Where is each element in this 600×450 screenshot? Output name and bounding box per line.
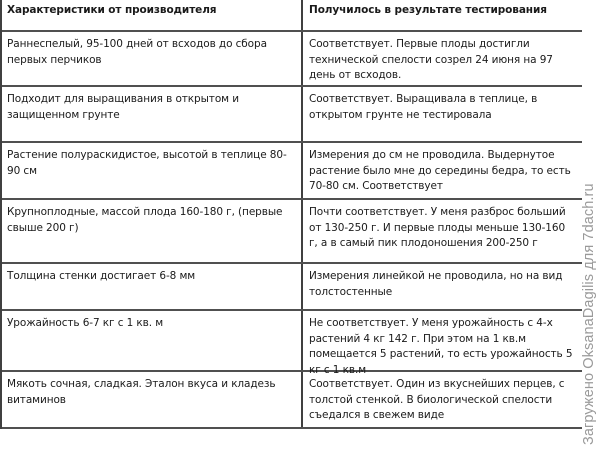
result-cell: Почти соответствует. У меня разброс больший от 130-250 г. И первые плоды меньше 130-160 г, а в самый пик плодоношения 200-250 г	[309, 206, 566, 249]
watermark: Загружено OksanaDagilis для 7dach.ru	[581, 183, 597, 445]
table-header-row	[2, 0, 582, 32]
manufacturer-cell: Раннеспелый, 95-100 дней от всходов до сбора первых перчиков	[2, 32, 303, 85]
result-cell: Соответствует. Первые плоды достигли технической спелости созрел 24 июня на 97 день от всходов.	[309, 38, 553, 81]
manufacturer-cell: Толщина стенки достигает 6-8 мм	[2, 264, 303, 309]
manufacturer-cell: Подходит для выращивания в открытом и защищенном грунте	[2, 87, 303, 141]
table-row	[2, 311, 582, 376]
table-row	[2, 143, 582, 200]
header-test-results: Получилось в результате тестирования	[309, 4, 547, 16]
result-cell: Соответствует. Один из вкуснейших перцев, с толстой стенкой. В биологической спелости съедался в свежем виде	[309, 378, 565, 421]
header-manufacturer-specs: Характеристики от производителя	[2, 0, 303, 30]
result-cell: Не соответствует. У меня урожайность с 4-х растений 4 кг 142 г. При этом на 1 кв.м помещается 5 растений, то есть урожайность 5 кг с 1 кв.м	[309, 317, 573, 376]
table-row	[2, 87, 582, 143]
manufacturer-cell: Урожайность 6-7 кг с 1 кв. м	[2, 311, 303, 370]
manufacturer-cell: Растение полураскидистое, высотой в теплице 80-90 см	[2, 143, 303, 198]
table-row	[2, 32, 582, 87]
result-cell: Измерения линейкой не проводила, но на вид толстостенные	[309, 270, 563, 298]
manufacturer-cell: Крупноплодные, массой плода 160-180 г, (первые свыше 200 г)	[2, 200, 303, 262]
result-cell: Соответствует. Выращивала в теплице, в открытом грунте не тестировала	[309, 93, 538, 121]
table-row	[2, 264, 582, 311]
table-row	[2, 200, 582, 264]
result-cell: Измерения до см не проводила. Выдернутое растение было мне до середины бедра, то есть 70-80 см. Соответствует	[309, 149, 571, 192]
table-row	[2, 372, 582, 429]
manufacturer-cell: Мякоть сочная, сладкая. Эталон вкуса и кладезь витаминов	[2, 372, 303, 427]
